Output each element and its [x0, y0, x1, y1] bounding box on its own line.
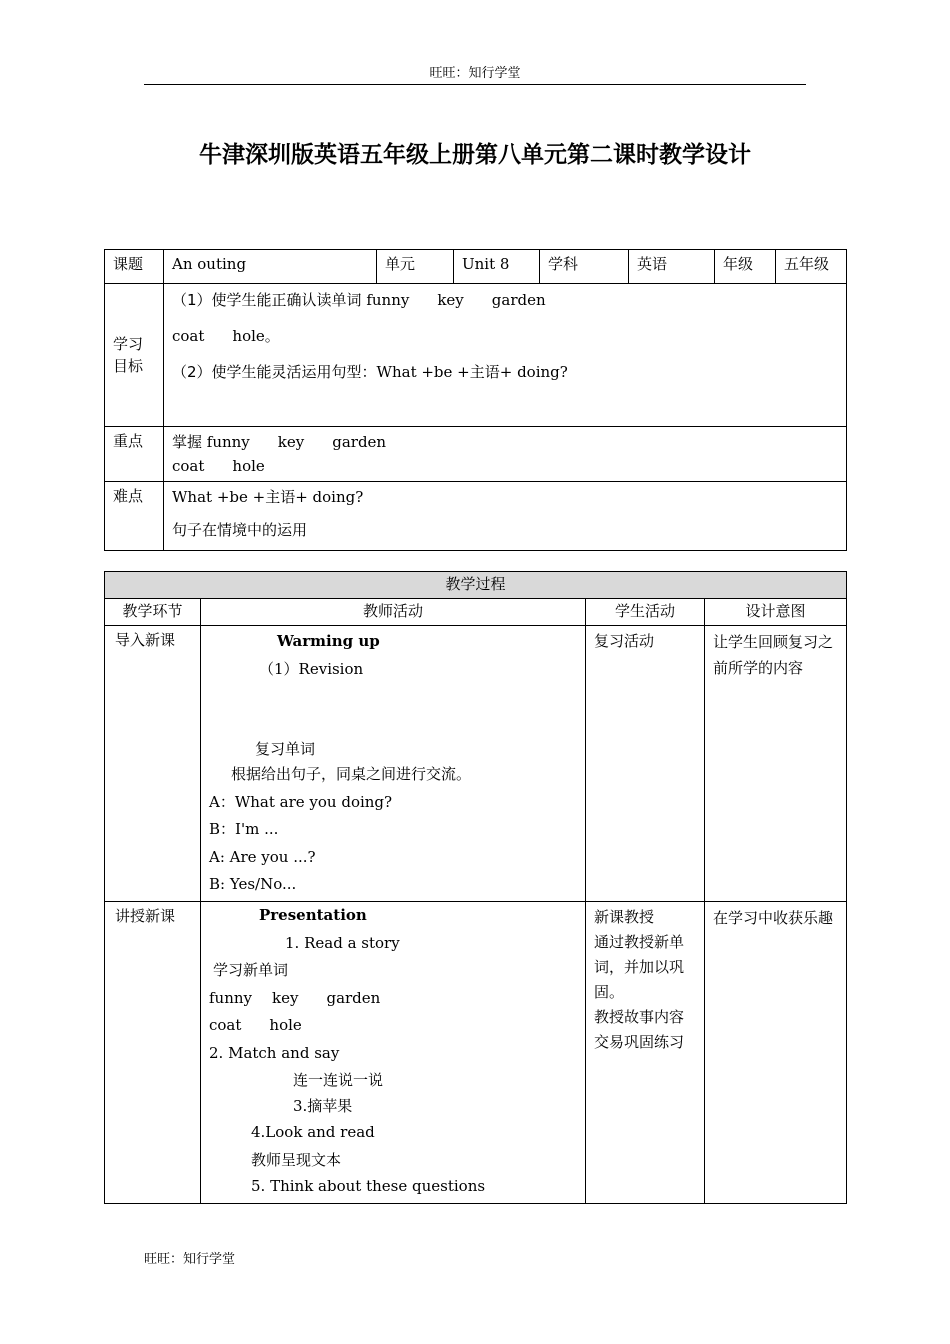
goals-content [164, 284, 847, 427]
design-intent-cell: 在学习中收获乐趣 [705, 902, 847, 1204]
teacher-line: 4.Look and read [251, 1123, 375, 1141]
goal-1-word: coat [172, 327, 205, 345]
teacher-line: 2. Match and say [209, 1043, 340, 1062]
teacher-line: 根据给出句子，同桌之间进行交流。 [231, 765, 472, 783]
process-heading: 教学过程 [105, 572, 847, 599]
teacher-activity-cell [201, 626, 586, 902]
teacher-line [209, 985, 577, 1013]
lesson-info-table [104, 249, 847, 551]
teacher-line: 5. Think about these questions [251, 1176, 486, 1195]
goal-2-prefix: （2）使学生能灵活运用句型 [172, 363, 362, 381]
goal-1-word: hole。 [232, 327, 280, 345]
key-label: 重点 [105, 427, 164, 482]
document-title: 牛津深圳版英语五年级上册第八单元第二课时教学设计 [199, 142, 751, 168]
unit-value: Unit 8 [454, 250, 540, 284]
key-word: garden [332, 433, 387, 451]
vocab-word: key [272, 988, 299, 1007]
process-heading-row [105, 572, 847, 599]
goal-1-word: garden [491, 291, 546, 309]
goal-1-line-a [172, 286, 838, 322]
student-activity-cell: 复习活动 [586, 626, 705, 902]
info-row-difficulty [105, 482, 847, 551]
goal-1-prefix: （1）使学生能正确认读单词 [172, 291, 362, 309]
goal-1-word: key [437, 291, 464, 309]
teacher-line: 1. Read a story [285, 933, 400, 952]
warmup-title: Warming up [277, 632, 380, 650]
key-content [164, 427, 847, 482]
student-line: 新课教授 [594, 908, 655, 926]
goal-2-pattern: ：What +be +主语+ doing? [361, 363, 568, 381]
stage-cell: 导入新课 [105, 626, 201, 902]
vocab-word: coat [209, 1016, 242, 1034]
goal-1-line-b [172, 322, 838, 358]
page-footer: 旺旺：知行学堂 [144, 1252, 236, 1267]
teacher-line [209, 1012, 577, 1040]
teacher-line: A: Are you ...? [209, 847, 316, 866]
teacher-line: 3.摘苹果 [293, 1097, 353, 1115]
vocab-word: funny [209, 988, 253, 1007]
student-line: 通过教授新单词，并加以巩固。 [594, 933, 685, 1001]
student-line: 教授故事内容交易巩固练习 [594, 1008, 685, 1051]
column-header-teacher: 教师活动 [201, 599, 586, 626]
design-intent-cell: 让学生回顾复习之前所学的内容 [705, 626, 847, 902]
teacher-line: （1）Revision [259, 659, 364, 678]
teacher-activity-cell [201, 902, 586, 1204]
difficulty-content [164, 482, 847, 551]
info-row-header [105, 250, 847, 284]
info-row-goals [105, 284, 847, 427]
goals-label-text: 学习目标 [113, 335, 144, 375]
key-word: hole [232, 457, 265, 475]
key-word: coat [172, 457, 205, 475]
grade-value: 五年级 [776, 250, 847, 284]
teacher-line: B：I'm ... [209, 820, 279, 838]
presentation-title: Presentation [259, 906, 367, 924]
vocab-word: garden [326, 988, 381, 1007]
difficulty-line-1: What +be +主语+ doing? [172, 488, 364, 506]
difficulty-label: 难点 [105, 482, 164, 551]
header-text: 旺旺：知行学堂 [429, 66, 521, 81]
teacher-line: A：What are you doing? [209, 792, 393, 811]
key-first-word: 掌握 funny [172, 433, 250, 451]
page-header [144, 64, 806, 85]
process-row-warmup [105, 626, 847, 902]
column-header-stage: 教学环节 [105, 599, 201, 626]
teacher-line: 连一连说一说 [293, 1071, 384, 1089]
subject-value: 英语 [629, 250, 715, 284]
goal-1-word: funny [366, 291, 410, 309]
info-row-key [105, 427, 847, 482]
unit-label: 单元 [377, 250, 454, 284]
vocab-word: hole [269, 1016, 302, 1034]
key-word: key [277, 433, 305, 451]
teacher-line: 复习单词 [255, 740, 316, 758]
topic-value: An outing [164, 250, 377, 284]
teacher-line: B: Yes/No... [209, 875, 297, 893]
goal-2-line [172, 358, 838, 394]
process-row-presentation [105, 902, 847, 1204]
student-activity-cell [586, 902, 705, 1204]
difficulty-line-2: 句子在情境中的运用 [172, 521, 308, 539]
teacher-line: 学习新单词 [213, 961, 289, 979]
teacher-line: 教师呈现文本 [251, 1150, 342, 1169]
column-header-student: 学生活动 [586, 599, 705, 626]
goals-label [105, 284, 164, 427]
process-column-headers [105, 599, 847, 626]
key-line-1 [172, 430, 838, 454]
topic-label: 课题 [105, 250, 164, 284]
grade-label: 年级 [715, 250, 776, 284]
teaching-process-table [104, 571, 847, 1204]
column-header-intent: 设计意图 [705, 599, 847, 626]
stage-cell: 讲授新课 [105, 902, 201, 1204]
key-line-2 [172, 454, 838, 478]
subject-label: 学科 [540, 250, 629, 284]
